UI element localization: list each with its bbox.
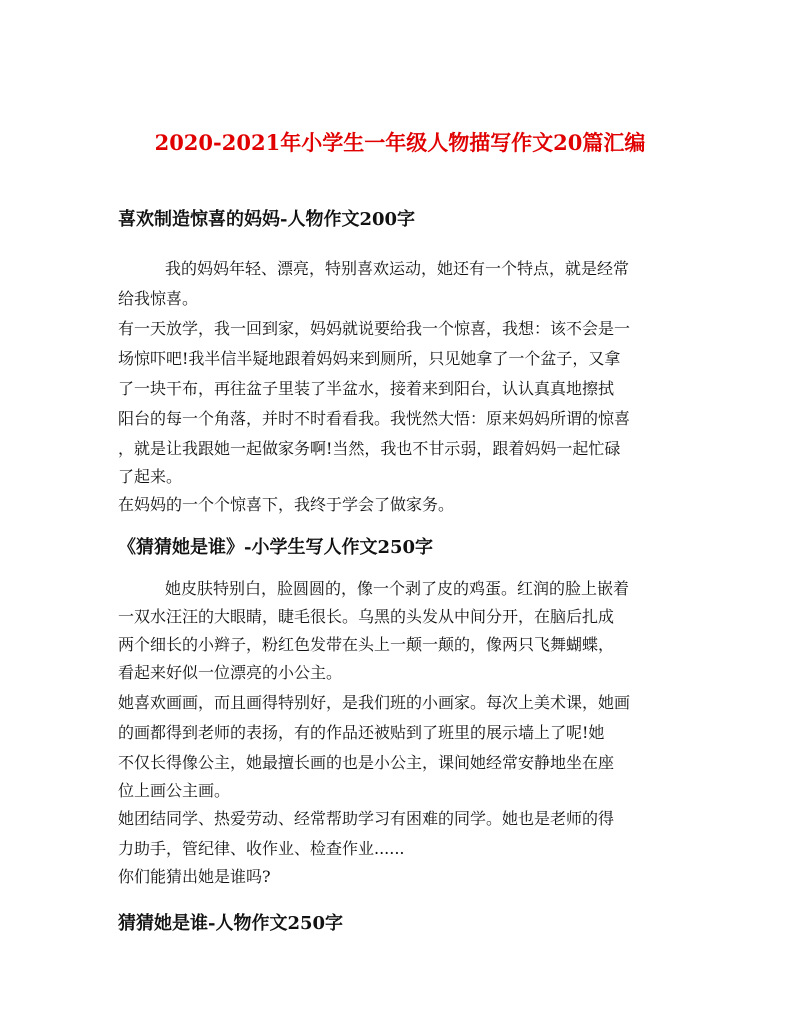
paragraph-line: 我的妈妈年轻、漂亮，特别喜欢运动，她还有一个特点，就是经常	[165, 259, 630, 278]
paragraph-line: 力助手，管纪律、收作业、检查作业......	[118, 839, 405, 858]
paragraph-line: 场惊吓吧!我半信半疑地跟着妈妈来到厕所，只见她拿了一个盆子，又拿	[118, 349, 621, 368]
paragraph-line: 有一天放学，我一回到家，妈妈就说要给我一个惊喜，我想：该不会是一	[118, 319, 631, 338]
section-heading: 猜猜她是谁-人物作文250字	[118, 913, 344, 934]
paragraph-line: 的画都得到老师的表扬，有的作品还被贴到了班里的展示墙上了呢!她	[118, 723, 605, 742]
section-heading: 喜欢制造惊喜的妈妈-人物作文200字	[118, 209, 416, 230]
paragraph-line: 她团结同学、热爱劳动、经常帮助学习有困难的同学。她也是老师的得	[118, 809, 615, 828]
document-title: 2020-2021年小学生一年级人物描写作文20篇汇编	[154, 130, 646, 155]
paragraph-line: 她喜欢画画，而且画得特别好，是我们班的小画家。每次上美术课，她画	[118, 693, 631, 712]
paragraph-line: ，就是让我跟她一起做家务啊!当然，我也不甘示弱，跟着妈妈一起忙碌	[118, 439, 621, 458]
paragraph-line: 给我惊喜。	[118, 289, 199, 308]
section-heading: 《猜猜她是谁》-小学生写人作文250字	[118, 537, 434, 558]
paragraph-line: 你们能猜出她是谁吗?	[118, 867, 271, 886]
paragraph-line: 位上画公主画。	[118, 781, 231, 800]
paragraph-line: 不仅长得像公主，她最擅长画的也是小公主，课间她经常安静地坐在座	[118, 753, 615, 772]
paragraph-line: 了一块干布，再往盆子里装了半盆水，接着来到阳台，认认真真地擦拭	[118, 379, 615, 398]
paragraph-line: 看起来好似一位漂亮的小公主。	[118, 663, 343, 682]
paragraph-line: 两个细长的小辫子，粉红色发带在头上一颠一颠的，像两只飞舞蝴蝶，	[118, 635, 615, 654]
paragraph-line: 阳台的每一个角落，并时不时看看我。我恍然大悟：原来妈妈所谓的惊喜	[118, 409, 631, 428]
paragraph-line: 她皮肤特别白，脸圆圆的，像一个剥了皮的鸡蛋。红润的脸上嵌着	[165, 579, 630, 598]
paragraph-line: 在妈妈的一个个惊喜下，我终于学会了做家务。	[118, 495, 455, 514]
paragraph-line: 一双水汪汪的大眼睛，睫毛很长。乌黑的头发从中间分开，在脑后扎成	[118, 607, 615, 626]
paragraph-line: 了起来。	[118, 467, 183, 486]
